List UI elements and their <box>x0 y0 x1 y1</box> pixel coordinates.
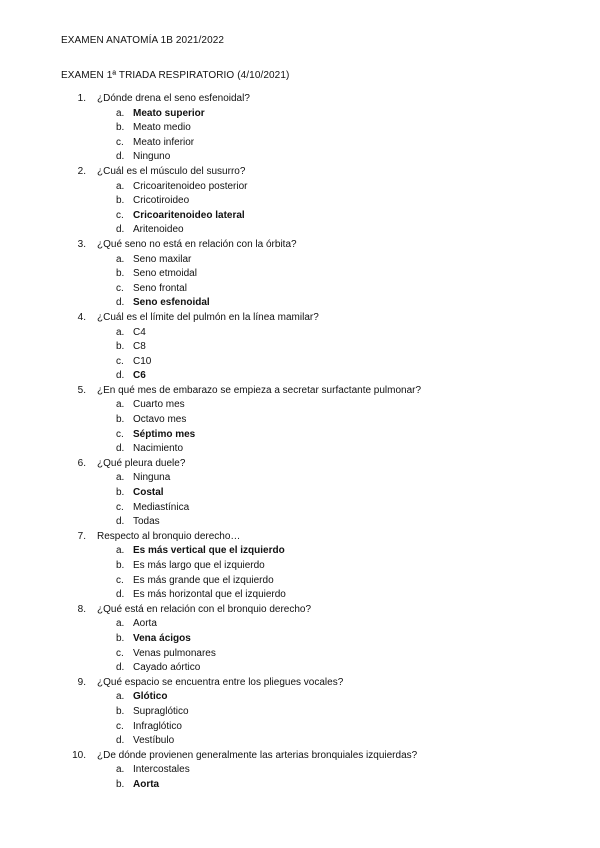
option-4-b <box>0 340 600 355</box>
option-text-correct: Meato superior <box>133 107 205 119</box>
option-letter: a. <box>116 326 125 338</box>
option-2-a <box>0 180 600 195</box>
option-letter: c. <box>116 501 124 513</box>
question-text: ¿De dónde provienen generalmente las arterias bronquiales izquierdas? <box>97 749 418 761</box>
option-8-d <box>0 661 600 676</box>
option-10-b <box>0 778 600 793</box>
option-5-c <box>0 428 600 443</box>
option-8-b <box>0 632 600 647</box>
option-2-d <box>0 223 600 238</box>
option-letter: c. <box>116 428 124 440</box>
option-letter: b. <box>116 122 125 134</box>
option-text-correct: Seno esfenoidal <box>133 297 210 309</box>
option-text: Seno etmoidal <box>133 268 197 280</box>
question-8 <box>0 603 600 618</box>
option-9-d <box>0 734 600 749</box>
question-text: ¿Qué seno no está en relación con la órbita? <box>97 238 297 250</box>
option-letter: b. <box>116 341 125 353</box>
option-text: Meato medio <box>133 122 191 134</box>
option-letter: b. <box>116 632 125 644</box>
option-7-b <box>0 559 600 574</box>
option-text-correct: C6 <box>133 370 146 382</box>
question-number: 1. <box>77 93 86 104</box>
option-4-c <box>0 355 600 370</box>
option-text: Cuarto mes <box>133 399 185 411</box>
option-letter: a. <box>116 253 125 265</box>
question-text: ¿En qué mes de embarazo se empieza a secretar surfactante pulmonar? <box>97 384 422 396</box>
question-number: 8. <box>77 603 86 615</box>
option-text: Cricotiroideo <box>133 195 190 207</box>
question-text: ¿Qué está en relación con el bronquio derecho? <box>97 603 312 615</box>
option-letter: d. <box>116 370 125 382</box>
question-6 <box>0 457 600 472</box>
option-5-d <box>0 442 600 457</box>
option-letter: c. <box>116 355 124 367</box>
option-text: C8 <box>133 341 146 353</box>
question-text: Respecto al bronquio derecho… <box>97 530 241 542</box>
option-4-d <box>0 369 600 384</box>
question-list <box>0 92 600 793</box>
option-5-a <box>0 398 600 413</box>
option-text-correct: Es más vertical que el izquierdo <box>133 545 285 557</box>
question-2 <box>0 165 600 180</box>
option-text: Cayado aórtico <box>133 662 201 674</box>
option-text: Cricoaritenoideo posterior <box>133 180 248 192</box>
exam-subtitle: EXAMEN 1ª TRIADA RESPIRATORIO (4/10/2021) <box>61 70 290 81</box>
option-text-correct: Glótico <box>133 691 168 703</box>
option-letter: b. <box>116 778 125 790</box>
option-text: Aritenoideo <box>133 224 184 236</box>
question-number: 7. <box>77 530 86 542</box>
option-7-a <box>0 544 600 559</box>
option-letter: b. <box>116 414 125 426</box>
option-letter: d. <box>116 589 125 601</box>
option-text-correct: Vena ácigos <box>133 632 191 644</box>
option-5-b <box>0 413 600 428</box>
option-6-b <box>0 486 600 501</box>
option-text: Es más largo que el izquierdo <box>133 560 265 571</box>
option-letter: a. <box>116 399 125 411</box>
option-text: Ninguna <box>133 472 171 484</box>
option-2-c <box>0 209 600 224</box>
option-letter: d. <box>116 297 125 309</box>
question-number: 3. <box>77 238 86 250</box>
question-text: ¿Qué espacio se encuentra entre los pliegues vocales? <box>97 676 344 688</box>
option-letter: d. <box>116 662 125 674</box>
option-1-c <box>0 136 600 151</box>
option-letter: a. <box>116 764 125 776</box>
option-letter: a. <box>116 691 125 703</box>
option-text-correct: Cricoaritenoideo lateral <box>133 209 245 221</box>
question-7 <box>0 530 600 545</box>
question-number: 2. <box>77 165 86 177</box>
option-3-b <box>0 267 600 282</box>
option-letter: a. <box>116 180 125 192</box>
option-text: Meato inferior <box>133 136 195 148</box>
option-text: Vestíbulo <box>133 735 175 747</box>
question-3 <box>0 238 600 253</box>
option-letter: b. <box>116 268 125 280</box>
question-10 <box>0 749 600 764</box>
option-letter: c. <box>116 720 124 732</box>
option-letter: d. <box>116 151 125 163</box>
option-3-d <box>0 296 600 311</box>
option-letter: b. <box>116 195 125 207</box>
option-text: Es más grande que el izquierdo <box>133 574 274 586</box>
option-9-a <box>0 690 600 705</box>
document-title: EXAMEN ANATOMÍA 1B 2021/2022 <box>61 35 225 46</box>
option-text: Seno frontal <box>133 282 187 294</box>
option-letter: b. <box>116 705 125 717</box>
option-letter: c. <box>116 282 124 294</box>
option-text: Aorta <box>133 618 157 630</box>
option-text: Seno maxilar <box>133 253 192 265</box>
option-letter: a. <box>116 545 125 557</box>
option-3-a <box>0 253 600 268</box>
question-number: 10. <box>72 749 86 761</box>
question-text: ¿Cuál es el límite del pulmón en la línea mamilar? <box>97 311 319 323</box>
option-10-a <box>0 763 600 778</box>
option-letter: d. <box>116 224 125 236</box>
option-2-b <box>0 194 600 209</box>
option-8-c <box>0 647 600 662</box>
option-4-a <box>0 326 600 341</box>
option-1-d <box>0 150 600 165</box>
option-text-correct: Costal <box>133 487 164 499</box>
option-text: Nacimiento <box>133 443 184 455</box>
option-text: C10 <box>133 355 152 367</box>
question-text: ¿Dónde drena el seno esfenoidal? <box>97 93 250 104</box>
option-letter: b. <box>116 560 125 571</box>
option-text-correct: Séptimo mes <box>133 428 196 440</box>
option-letter: d. <box>116 735 125 747</box>
option-9-b <box>0 705 600 720</box>
option-text-correct: Aorta <box>133 778 160 790</box>
option-3-c <box>0 282 600 297</box>
option-text: C4 <box>133 326 146 338</box>
question-number: 6. <box>77 457 86 469</box>
option-letter: c. <box>116 136 124 148</box>
option-letter: c. <box>116 647 124 659</box>
option-7-c <box>0 574 600 589</box>
option-6-d <box>0 515 600 530</box>
question-text: ¿Qué pleura duele? <box>97 457 186 469</box>
option-text: Infraglótico <box>133 720 182 732</box>
question-text: ¿Cuál es el músculo del susurro? <box>97 165 246 177</box>
question-1 <box>0 92 600 107</box>
question-number: 4. <box>77 311 86 323</box>
option-text: Mediastínica <box>133 501 190 513</box>
question-4 <box>0 311 600 326</box>
option-letter: a. <box>116 618 125 630</box>
option-letter: a. <box>116 472 125 484</box>
option-text: Todas <box>133 516 160 528</box>
option-7-d <box>0 588 600 603</box>
option-letter: b. <box>116 487 125 499</box>
option-1-a <box>0 107 600 122</box>
option-text: Es más horizontal que el izquierdo <box>133 589 286 601</box>
option-6-c <box>0 501 600 516</box>
option-letter: c. <box>116 209 124 221</box>
option-text: Intercostales <box>133 764 190 776</box>
question-number: 5. <box>77 384 86 396</box>
option-text: Ninguno <box>133 151 171 163</box>
option-6-a <box>0 471 600 486</box>
option-letter: c. <box>116 574 124 586</box>
option-text: Octavo mes <box>133 414 187 426</box>
option-letter: d. <box>116 443 125 455</box>
option-8-a <box>0 617 600 632</box>
option-text: Venas pulmonares <box>133 647 216 659</box>
option-text: Supraglótico <box>133 705 189 717</box>
question-9 <box>0 676 600 691</box>
option-letter: a. <box>116 107 125 119</box>
option-1-b <box>0 121 600 136</box>
option-letter: d. <box>116 516 125 528</box>
question-number: 9. <box>77 676 86 688</box>
option-9-c <box>0 720 600 735</box>
question-5 <box>0 384 600 399</box>
